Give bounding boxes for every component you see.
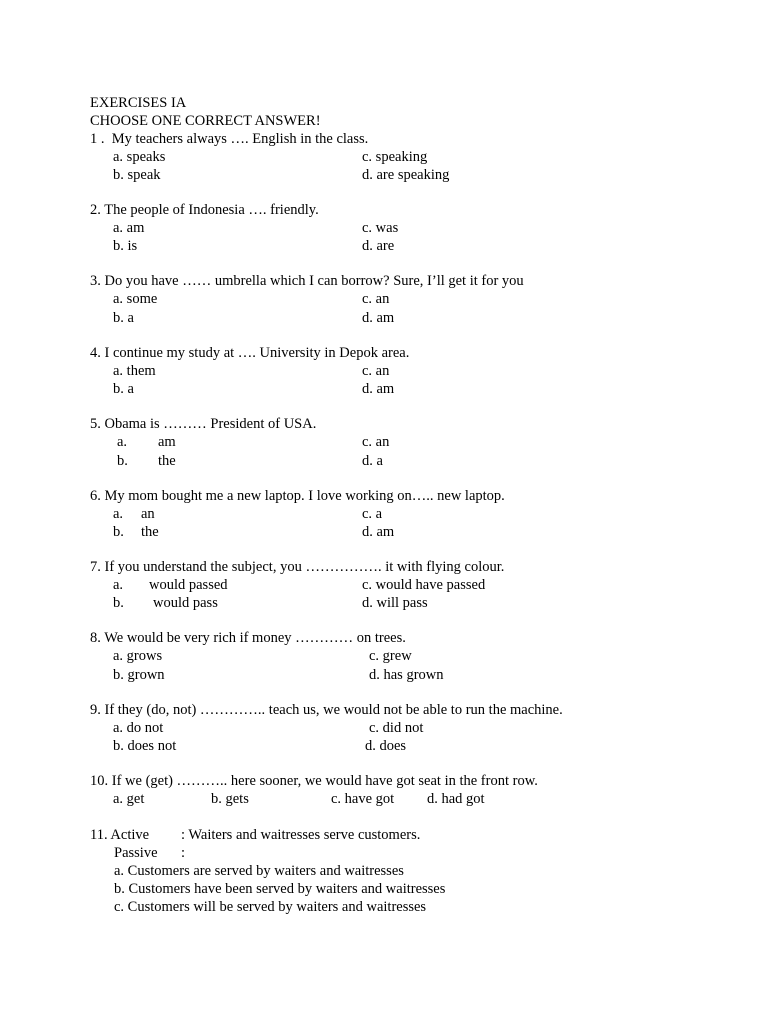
question-1-text: 1 . My teachers always …. English in the class. [90,131,369,147]
question-2-option-a: a. am [113,220,145,236]
question-5-option-a-text: am [158,434,176,450]
question-4-option-d: d. am [362,381,395,397]
worksheet-instruction: CHOOSE ONE CORRECT ANSWER! [90,113,321,129]
question-6-option-a-text: an [141,506,155,522]
question-2-option-d: d. are [362,238,395,254]
question-6-option-d: d. am [362,524,395,540]
question-3-option-c: c. an [362,291,390,307]
question-2-option-c: c. was [362,220,399,236]
question-6-option-b-text: the [141,524,159,540]
question-11-option-c: c. Customers will be served by waiters and waitresses [114,899,427,915]
question-3-option-b: b. a [113,310,134,326]
question-8-option-a: a. grows [113,648,163,664]
question-7-option-b-text: would pass [153,595,218,611]
question-1-option-c: c. speaking [362,149,428,165]
question-9-option-d: d. does [365,738,407,754]
question-10-option-b: b. gets [211,791,249,807]
question-11-passive-colon: : [181,845,186,861]
question-10-option-c: c. have got [331,791,395,807]
question-2-text: 2. The people of Indonesia …. friendly. [90,202,319,218]
question-6-option-a-letter: a. [113,506,124,522]
question-5-option-d: d. a [362,453,383,469]
question-4-option-a: a. them [113,363,156,379]
question-4-text: 4. I continue my study at …. University in Depok area. [90,345,410,361]
question-11-active-text: : Waiters and waitresses serve customers. [181,827,421,843]
question-1-option-d: d. are speaking [362,167,450,183]
question-6-option-c: c. a [362,506,383,522]
question-2-option-b: b. is [113,238,138,254]
question-7-option-b-letter: b. [113,595,124,611]
question-5-option-c: c. an [362,434,390,450]
question-11-active-label: 11. Active [90,827,150,843]
question-10-option-d: d. had got [427,791,485,807]
question-3-option-a: a. some [113,291,158,307]
question-8-text: 8. We would be very rich if money ………… on trees. [90,630,406,646]
question-7-option-c: c. would have passed [362,577,486,593]
question-8-option-b: b. grown [113,667,165,683]
question-5-text: 5. Obama is ……… President of USA. [90,416,317,432]
question-3-option-d: d. am [362,310,395,326]
question-5-option-b-letter: b. [117,453,128,469]
question-10-text: 10. If we (get) ……….. here sooner, we would have got seat in the front row. [90,773,538,789]
question-6-text: 6. My mom bought me a new laptop. I love working on….. new laptop. [90,488,505,504]
question-7-option-a-letter: a. [113,577,124,593]
question-7-text: 7. If you understand the subject, you ……………. it with flying colour. [90,559,505,575]
question-8-option-c: c. grew [369,648,412,664]
question-9-option-a: a. do not [113,720,164,736]
question-5-option-b-text: the [158,453,176,469]
question-1-option-b: b. speak [113,167,161,183]
question-4-option-c: c. an [362,363,390,379]
question-11-option-a: a. Customers are served by waiters and waitresses [114,863,404,879]
question-5-option-a-letter: a. [117,434,128,450]
worksheet-title: EXERCISES IA [90,95,187,111]
question-11-option-b: b. Customers have been served by waiters and waitresses [114,881,446,897]
question-11-passive-label: Passive [114,845,158,861]
question-9-option-b: b. does not [113,738,177,754]
question-1-option-a: a. speaks [113,149,166,165]
question-6-option-b-letter: b. [113,524,124,540]
question-3-text: 3. Do you have …… umbrella which I can borrow? Sure, I’ll get it for you [90,273,524,289]
question-4-option-b: b. a [113,381,134,397]
question-7-option-a-text: would passed [149,577,228,593]
question-10-option-a: a. get [113,791,145,807]
question-8-option-d: d. has grown [369,667,444,683]
question-9-option-c: c. did not [369,720,424,736]
question-9-text: 9. If they (do, not) ………….. teach us, we would not be able to run the machine. [90,702,563,718]
question-7-option-d: d. will pass [362,595,428,611]
